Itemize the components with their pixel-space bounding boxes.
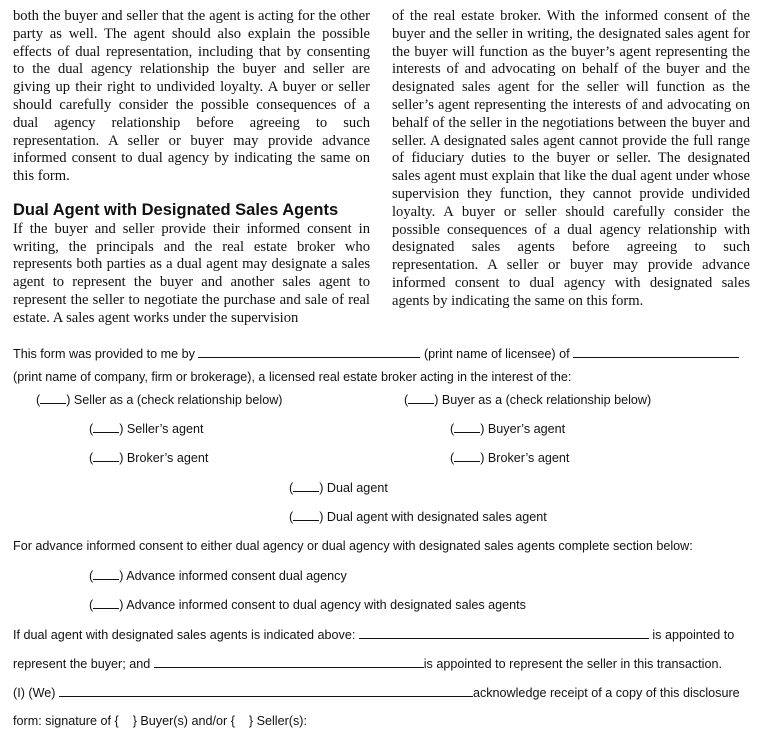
- sellers-agent-blank[interactable]: ( ): [89, 422, 124, 436]
- buyer-as-blank[interactable]: ( ): [404, 393, 439, 407]
- advance-dual-checkbox[interactable]: [89, 568, 347, 583]
- brokers-agent-seller-label: Broker’s agent: [126, 451, 209, 465]
- acknowledge-row: [13, 685, 740, 700]
- i-we-label: (I) (We): [13, 686, 56, 700]
- dual-agent-checkbox[interactable]: [289, 480, 388, 495]
- advance-dual-designated-label: Advance informed consent to dual agency with designated sales agents: [126, 598, 526, 612]
- provided-by-label: This form was provided to me by: [13, 347, 195, 361]
- left-paragraph-2: If the buyer and seller provide their informed consent in writing, the principals and the real estate broker who represents both parties as a dual agent may designate a sales agent to represent the buyer and another sales agent to represent the seller to negotiate the purchase and sale of real estate. A sales agent works under the supervision: [13, 220, 370, 326]
- seller-as-checkbox[interactable]: [36, 392, 283, 407]
- advance-consent-intro: For advance informed consent to either dual agency or dual agency with designated sales agents complete section below:: [13, 539, 693, 553]
- licensee-name-field[interactable]: [198, 346, 420, 358]
- appointed-seller-label: is appointed to represent the seller in this transaction.: [423, 657, 722, 671]
- provided-by-row: [13, 346, 739, 361]
- section-heading: Dual Agent with Designated Sales Agents: [13, 200, 339, 219]
- buyers-agent-blank[interactable]: ( ): [450, 422, 485, 436]
- brokers-agent-seller-checkbox[interactable]: [89, 450, 208, 465]
- appointed-to-label: is appointed to: [652, 628, 735, 642]
- dual-agent-designated-blank[interactable]: ( ): [289, 510, 324, 524]
- brokers-agent-seller-blank[interactable]: ( ): [89, 451, 124, 465]
- sellers-agent-checkbox[interactable]: [89, 421, 203, 436]
- left-paragraph-1: both the buyer and seller that the agent is acting for the other party as well. The agent should also explain the possible effects of dual representation, including that by consenting to the dual agency relationship the buyer and seller are giving up their right to undivided loyalty. A buyer or seller should carefully consider the possible consequences of a dual agency relationship before agreeing to such representation. A seller or buyer may provide advance informed consent to dual agency by indicating the same on this form.: [13, 8, 370, 185]
- acknowledger-name-field[interactable]: [59, 685, 473, 697]
- if-dual-label: If dual agent with designated sales agents is indicated above:: [13, 628, 356, 642]
- left-column: [13, 8, 370, 328]
- brokers-agent-buyer-blank[interactable]: ( ): [450, 451, 485, 465]
- designated-seller-row: [13, 656, 722, 671]
- company-name-field[interactable]: [573, 346, 739, 358]
- advance-dual-blank[interactable]: ( ): [89, 569, 124, 583]
- brokers-agent-buyer-checkbox[interactable]: [450, 450, 569, 465]
- right-column: [392, 8, 750, 311]
- designated-buyer-row: [13, 627, 734, 642]
- buyer-sales-agent-field[interactable]: [359, 627, 649, 639]
- dual-agent-designated-checkbox[interactable]: [289, 509, 547, 524]
- signature-row: form: signature of { } Buyer(s) and/or { } Seller(s):: [13, 714, 307, 728]
- brokers-agent-buyer-label: Broker’s agent: [487, 451, 570, 465]
- acknowledge-label: acknowledge receipt of a copy of this disclosure: [472, 686, 740, 700]
- dual-agent-designated-label: Dual agent with designated sales agent: [326, 510, 547, 524]
- seller-as-blank[interactable]: ( ): [36, 393, 71, 407]
- buyers-agent-checkbox[interactable]: [450, 421, 565, 436]
- advance-dual-label: Advance informed consent dual agency: [126, 569, 347, 583]
- sellers-agent-label: Seller’s agent: [126, 422, 204, 436]
- right-paragraph: of the real estate broker. With the informed consent of the buyer and the seller in writing, the designated sales agent for the buyer will function as the buyer’s agent representing the interests of and advocating on behalf of the buyer and the designated sales agent for the seller will function as the seller’s agent representing the interests of and advocating on behalf of the seller in the negotiations between the buyer and seller. A designated sales agent cannot provide the full range of fiduciary duties to the buyer or seller. The designated sales agent must explain that like the dual agent under whose supervision they function, they cannot provide undivided loyalty. A buyer or seller should carefully consider the possible consequences of a dual agency relationship with designated sales agents before agreeing to such representation. A seller or buyer may provide advance informed consent to dual agency with designated sales agents by indicating the same on this form.: [392, 8, 750, 309]
- seller-as-label: Seller as a (check relationship below): [73, 393, 283, 407]
- seller-sales-agent-field[interactable]: [154, 656, 424, 668]
- dual-agent-label: Dual agent: [326, 481, 388, 495]
- advance-dual-designated-blank[interactable]: ( ): [89, 598, 124, 612]
- licensee-label: (print name of licensee) of: [423, 347, 570, 361]
- buyer-as-checkbox[interactable]: [404, 392, 651, 407]
- company-label: (print name of company, firm or brokerage), a licensed real estate broker acting in the interest of the:: [13, 370, 572, 384]
- represent-buyer-label: represent the buyer; and: [13, 657, 151, 671]
- buyers-agent-label: Buyer’s agent: [487, 422, 566, 436]
- advance-dual-designated-checkbox[interactable]: [89, 597, 526, 612]
- buyer-as-label: Buyer as a (check relationship below): [441, 393, 652, 407]
- dual-agent-blank[interactable]: ( ): [289, 481, 324, 495]
